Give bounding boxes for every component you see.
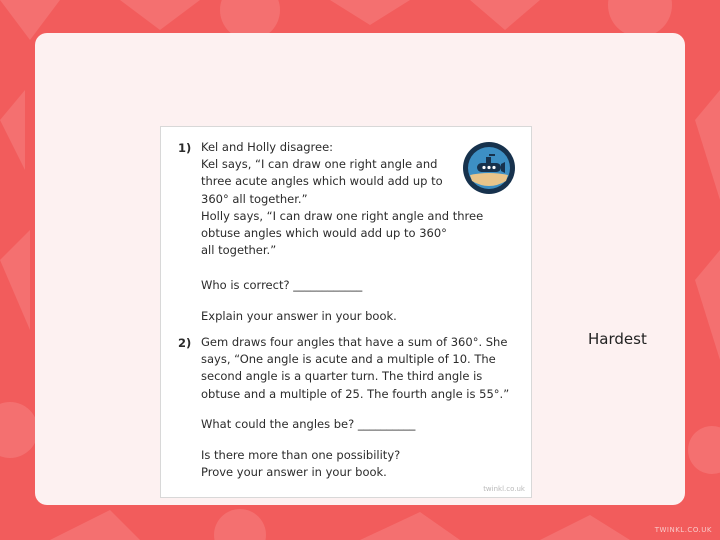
sheet-watermark: twinkl.co.uk	[483, 485, 525, 493]
question-2-statement: Gem draws four angles that have a sum of 360°. She says, “One angle is acute and a multiple of 10. The second angle is a quarter turn. The third angle is obtuse and a multiple of 25. The fourth angle is 55°.”	[201, 335, 510, 401]
worksheet	[160, 126, 532, 498]
submarine-icon	[462, 141, 516, 195]
question-1-number: 1)	[178, 141, 192, 155]
question-1-explain: Explain your answer in your book.	[201, 309, 397, 323]
question-2-possibility: Is there more than one possibility? Prove your answer in your book.	[201, 448, 401, 480]
footer-mark: TWINKL.CO.UK	[654, 526, 712, 534]
question-1-prompt: Who is correct? ____________	[201, 278, 363, 292]
question-2-prompt: What could the angles be? __________	[201, 417, 416, 431]
difficulty-label: Hardest	[588, 330, 647, 348]
question-1-statement: Kel and Holly disagree: Kel says, “I can draw one right angle and three acute angles which would add up to 360° all together.” Holly says, “I can draw one right angle and three obtuse angles which would add up to 360° all together.”	[201, 140, 484, 258]
question-2-number: 2)	[178, 336, 192, 350]
